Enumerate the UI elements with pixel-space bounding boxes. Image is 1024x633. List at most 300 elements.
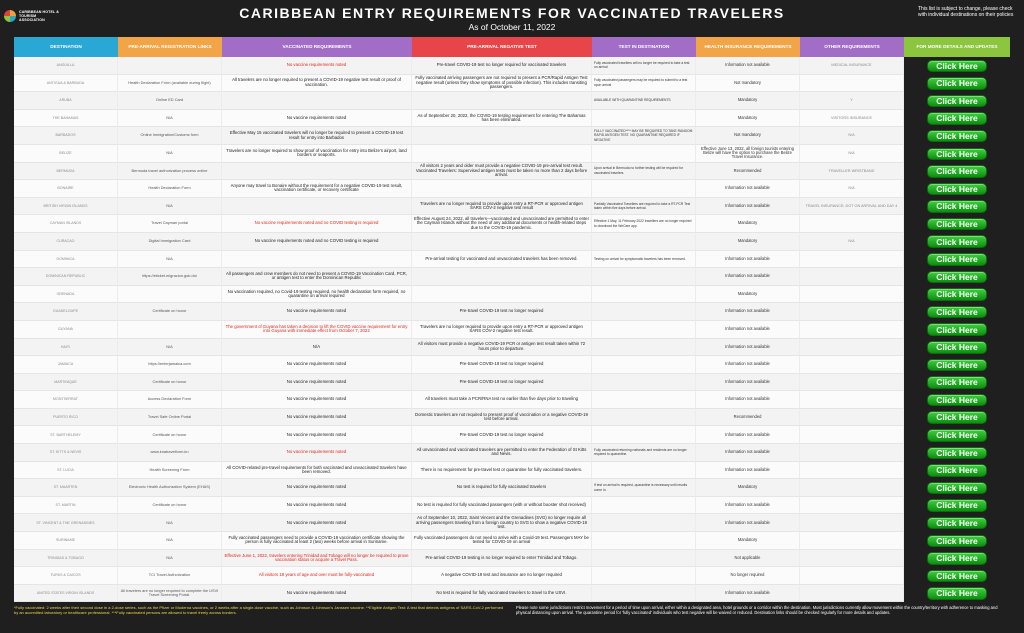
table-row [14, 303, 1010, 321]
cell-destination: ST. VINCENT & THE GRENADINES [14, 514, 118, 532]
cell-destination: ST. MARTIN [14, 497, 118, 515]
cell-negative-test [412, 268, 592, 286]
table-row [14, 145, 1010, 163]
cell-negative-test: All unvaccinated and vaccinated travelers are permitted to enter the Federation of St Kitts and Nevis. [412, 444, 592, 462]
cell-negative-test: No test is required for fully vaccinated travelers to travel to the USVI. [412, 585, 592, 603]
cell-test-in-destination [592, 514, 696, 532]
cell-negative-test: Travelers are no longer required to provide upon entry a RT-PCR or approved antigen SARS COV-2 negative test result. [412, 321, 592, 339]
cell-destination: THE BAHAMAS [14, 110, 118, 128]
cell-vaccinated: No vaccine requirements noted [222, 57, 412, 75]
cell-other: N/A [800, 127, 904, 145]
cell-other [800, 251, 904, 269]
table-row [14, 268, 1010, 286]
cell-health-insurance: Information not available [696, 198, 800, 216]
header-negative-test: PRE-ARRIVAL NEGATIVE TEST [412, 37, 592, 57]
cell-registration[interactable]: Online Immigration/Customs form [118, 127, 222, 145]
cell-other [800, 303, 904, 321]
cell-details [904, 110, 1010, 128]
click-here-button[interactable]: Click Here [927, 587, 987, 600]
cell-other [800, 444, 904, 462]
cell-health-insurance: Recommended [696, 409, 800, 427]
cell-health-insurance: Information not available [696, 497, 800, 515]
cell-destination: BELIZE [14, 145, 118, 163]
requirements-table [14, 37, 1010, 602]
cell-other [800, 215, 904, 233]
cell-destination: ARUBA [14, 92, 118, 110]
cell-registration[interactable]: https://enterjamaica.com [118, 356, 222, 374]
cell-other: Y [800, 92, 904, 110]
cell-registration[interactable]: N/A [118, 339, 222, 357]
table-row [14, 585, 1010, 603]
cell-registration[interactable]: Bermuda travel authorization process online [118, 163, 222, 181]
cell-details [904, 92, 1010, 110]
cell-vaccinated: All COVID-related pre-travel requirements for both vaccinated and unvaccinated travelers have been removed. [222, 462, 412, 480]
table-row [14, 391, 1010, 409]
cell-negative-test [412, 180, 592, 198]
cell-other [800, 585, 904, 603]
cell-test-in-destination: Partially Vaccinated Travellers are required to take a RT-PCR Test taken within five days before arrival. [592, 198, 696, 216]
cell-negative-test [412, 127, 592, 145]
table-row [14, 444, 1010, 462]
cell-destination: ST. BARTHELEMY [14, 426, 118, 444]
cell-vaccinated: No vaccine requirements noted [222, 497, 412, 515]
cell-registration[interactable]: Certificate on honor [118, 426, 222, 444]
cell-details [904, 550, 1010, 568]
cell-other [800, 532, 904, 550]
cell-test-in-destination: Effective 1 May, 11 February 2022 travellers are no longer required to download the WeCare app. [592, 215, 696, 233]
cell-test-in-destination [592, 339, 696, 357]
cell-destination: BERMUDA [14, 163, 118, 181]
cell-other [800, 426, 904, 444]
cell-registration[interactable]: Health Declaration Form (available during flight) [118, 75, 222, 93]
cell-destination: GUYANA [14, 321, 118, 339]
table-row [14, 286, 1010, 304]
table-row [14, 356, 1010, 374]
click-here-button[interactable]: Click Here [927, 394, 987, 407]
cell-registration[interactable]: Health Screening Form [118, 462, 222, 480]
click-here-button[interactable]: Click Here [927, 95, 987, 108]
cell-other [800, 356, 904, 374]
cell-health-insurance: Mandatory [696, 233, 800, 251]
table-row [14, 215, 1010, 233]
table-row [14, 514, 1010, 532]
cell-vaccinated: No vaccine requirements noted [222, 356, 412, 374]
cell-vaccinated: All visitors 18 years of age and over must be fully-vaccinated [222, 567, 412, 585]
cell-test-in-destination [592, 374, 696, 392]
cell-vaccinated: Travelers are no longer required to show proof of vaccination for entry into Belize's airport, land borders or seaports. [222, 145, 412, 163]
cell-vaccinated: Effective June 1, 2022, travelers entering Trinidad and Tobago will no longer be required to prove vaccination status or acquire a Travel Pass. [222, 550, 412, 568]
header-health-insurance: HEALTH INSURANCE REQUIREMENTS [696, 37, 800, 57]
click-here-button[interactable]: Click Here [927, 148, 987, 161]
cell-negative-test: No test is required for fully vaccinated travelers [412, 479, 592, 497]
cell-health-insurance: Mandatory [696, 92, 800, 110]
table-row [14, 233, 1010, 251]
click-here-button[interactable]: Click Here [927, 253, 987, 266]
cell-registration[interactable]: N/A [118, 251, 222, 269]
cell-details [904, 251, 1010, 269]
cell-other [800, 497, 904, 515]
cell-destination: MARTINIQUE [14, 374, 118, 392]
cell-health-insurance: Information not available [696, 444, 800, 462]
cell-test-in-destination [592, 110, 696, 128]
cell-destination: SURINAME [14, 532, 118, 550]
cell-health-insurance: Information not available [696, 585, 800, 603]
cell-negative-test: No test is required for fully vaccinated passengers (with or without booster shot received) [412, 497, 592, 515]
cell-registration[interactable]: N/A [118, 198, 222, 216]
cell-vaccinated: No vaccine requirements noted and no COVID testing is required [222, 215, 412, 233]
disclaimer-note: This list is subject to change, please check with individual destinations on their policies [918, 6, 1014, 18]
table-row [14, 321, 1010, 339]
cell-test-in-destination [592, 356, 696, 374]
cell-vaccinated: Fully vaccinated passengers need to provide a COVID-19 vaccination certificate showing the person is fully vaccinated at least 2 (two) weeks before arrival in Suriname. [222, 532, 412, 550]
cell-destination: BONAIRE [14, 180, 118, 198]
click-here-button[interactable]: Click Here [927, 411, 987, 424]
cell-health-insurance: Mandatory [696, 110, 800, 128]
table-row [14, 251, 1010, 269]
cell-other [800, 514, 904, 532]
cell-other [800, 462, 904, 480]
cell-health-insurance: Information not available [696, 57, 800, 75]
table-row [14, 57, 1010, 75]
cell-other: TRAVELLER WRISTBAND [800, 163, 904, 181]
cell-registration[interactable]: N/A [118, 110, 222, 128]
cell-test-in-destination [592, 321, 696, 339]
cell-registration[interactable]: Access Declaration Form [118, 391, 222, 409]
table-header [14, 37, 1010, 57]
cell-destination: UNITED STATES VIRGIN ISLANDS [14, 585, 118, 603]
cell-registration[interactable]: N/A [118, 145, 222, 163]
cell-health-insurance: Information not available [696, 321, 800, 339]
cell-negative-test: All visitors must provide a negative COVID-19 PCR or antigen test result taken within 72 hours prior to departure. [412, 339, 592, 357]
cell-details [904, 409, 1010, 427]
cell-vaccinated: No vaccine requirements noted [222, 514, 412, 532]
cell-registration[interactable]: N/A [118, 532, 222, 550]
click-here-button[interactable]: Click Here [927, 376, 987, 389]
header-registration: PRE-ARRIVAL REGISTRATION LINKS [118, 37, 222, 57]
click-here-button[interactable]: Click Here [927, 288, 987, 301]
cell-details [904, 532, 1010, 550]
cell-details [904, 303, 1010, 321]
cell-health-insurance: Information not available [696, 356, 800, 374]
cell-details [904, 57, 1010, 75]
table-row [14, 497, 1010, 515]
cell-other: N/A [800, 233, 904, 251]
cell-other: VISITORS INSURANCE [800, 110, 904, 128]
header-test-in-destination: TEST IN DESTINATION [592, 37, 696, 57]
cell-registration[interactable]: Online ED Card [118, 92, 222, 110]
cell-registration[interactable]: All travelers are no longer required to complete the USVI Travel Screening Portal. [118, 585, 222, 603]
header-destination: DESTINATION [14, 37, 118, 57]
cell-vaccinated: No vaccine requirements noted [222, 479, 412, 497]
cell-details [904, 444, 1010, 462]
cell-negative-test: Effective August 24, 2022, all travelers—vaccinated and unvaccinated are permitted to enter the Cayman Islands without the need of any additional documents or health-related steps due to the COVID-19 pandemic. [412, 215, 592, 233]
cell-destination: ANGUILLA [14, 57, 118, 75]
cell-details [904, 233, 1010, 251]
cell-negative-test: Pre-arrival COVID-19 testing is no longer required to enter Trinidad and Tobago. [412, 550, 592, 568]
cell-test-in-destination: FULLY VACCINATED**** MAY BE REQUIRED TO TAKE RANDOM RAPID ANTIGEN TEST. NO QUARANTINE REQUIRED IF NEGATIVE [592, 127, 696, 145]
click-here-button[interactable]: Click Here [927, 359, 987, 372]
cell-destination: ST. LUCIA [14, 462, 118, 480]
cell-registration [118, 286, 222, 304]
cell-destination: HAITI [14, 339, 118, 357]
cell-details [904, 479, 1010, 497]
cell-test-in-destination: Fully vaccinated passengers may be required to submit to a test upon arrival [592, 75, 696, 93]
cell-health-insurance: Mandatory [696, 286, 800, 304]
click-here-button[interactable]: Click Here [927, 112, 987, 125]
cell-health-insurance: Information not available [696, 462, 800, 480]
cell-details [904, 75, 1010, 93]
cell-health-insurance: Not mandatory [696, 75, 800, 93]
cell-negative-test: As of September 20, 2022, the COVID-19 testing requirement for entering The Bahamas has been eliminated. [412, 110, 592, 128]
table-row [14, 532, 1010, 550]
click-here-button[interactable]: Click Here [927, 130, 987, 143]
click-here-button[interactable]: Click Here [927, 183, 987, 196]
cell-other: N/A [800, 145, 904, 163]
cell-other: TRAVEL INSURANCE; DOT ON ARRIVAL AND DAY 4 [800, 198, 904, 216]
cell-other [800, 75, 904, 93]
cell-destination: BARBADOS [14, 127, 118, 145]
cell-negative-test: Fully vaccinated arriving passengers are not required to present a PCR/Rapid Antigen Test negative result (unless they show symptoms of possible infection). This includes transiting passengers. [412, 75, 592, 93]
click-here-button[interactable]: Click Here [927, 552, 987, 565]
cell-other [800, 321, 904, 339]
cell-health-insurance: Information not available [696, 268, 800, 286]
cell-vaccinated: Effective May 15 vaccinated travelers will no longer be required to present a COVID-19 test result for entry into Barbados [222, 127, 412, 145]
cell-health-insurance: Mandatory [696, 532, 800, 550]
cell-vaccinated: No vaccination required, no Covid-19 testing required, no health declaration form required, no quarantine on arrival required [222, 286, 412, 304]
cell-registration[interactable]: Travel Cayman portal [118, 215, 222, 233]
cell-destination: GUADELOUPE [14, 303, 118, 321]
cell-test-in-destination [592, 462, 696, 480]
cell-registration[interactable]: TCI Travel Authorization [118, 567, 222, 585]
cell-registration[interactable]: N/A [118, 550, 222, 568]
click-here-button[interactable]: Click Here [927, 517, 987, 530]
cell-registration [118, 321, 222, 339]
cell-details [904, 163, 1010, 181]
cell-vaccinated: The government of Guyana has taken a decision to lift the COVID vaccine requirement for entry into Guyana with immediate effect from October 7, 2022 [222, 321, 412, 339]
cell-negative-test [412, 145, 592, 163]
cell-test-in-destination [592, 180, 696, 198]
cell-details [904, 339, 1010, 357]
cell-details [904, 145, 1010, 163]
cell-destination: TRINIDAD & TOBAGO [14, 550, 118, 568]
cell-destination: GRENADA [14, 286, 118, 304]
click-here-button[interactable]: Click Here [927, 429, 987, 442]
cell-health-insurance: Information not available [696, 391, 800, 409]
cell-test-in-destination [592, 426, 696, 444]
table-row [14, 462, 1010, 480]
cell-test-in-destination [592, 268, 696, 286]
cell-other [800, 339, 904, 357]
cell-vaccinated [222, 92, 412, 110]
cell-destination: DOMINICAN REPUBLIC [14, 268, 118, 286]
cell-test-in-destination: Fully vaccinated returning nationals and residents are no longer required to quarantine. [592, 444, 696, 462]
cell-negative-test: Domestic travelers are not required to present proof of vaccination or a negative COVID-19 test before arrival. [412, 409, 592, 427]
cell-details [904, 356, 1010, 374]
cell-vaccinated: No vaccine requirements noted [222, 444, 412, 462]
page-subtitle: As of October 11, 2022 [468, 22, 556, 32]
cell-details [904, 321, 1010, 339]
table-row [14, 374, 1010, 392]
footer [14, 605, 1010, 631]
cell-test-in-destination [592, 409, 696, 427]
cell-vaccinated: All passengers and crew members do not need to present a COVID-19 Vaccination Card, PCR, or antigen test to enter the Dominican Republic [222, 268, 412, 286]
cell-vaccinated: No vaccine requirements noted [222, 426, 412, 444]
cell-registration[interactable]: Certificate on honor [118, 374, 222, 392]
table-row [14, 163, 1010, 181]
cell-registration[interactable]: Digital Immigration Card [118, 233, 222, 251]
top-bar [0, 0, 1024, 36]
cell-health-insurance: Not applicable [696, 550, 800, 568]
cell-details [904, 268, 1010, 286]
cell-negative-test: Pre-travel COVID-19 test no longer required [412, 426, 592, 444]
cell-vaccinated: N/A [222, 339, 412, 357]
cell-details [904, 374, 1010, 392]
click-here-button[interactable]: Click Here [927, 323, 987, 336]
cell-registration[interactable]: Health Declaration Form [118, 180, 222, 198]
cell-negative-test: There is no requirement for pre-travel test or quarantine for fully vaccinated travelers. [412, 462, 592, 480]
cell-registration [118, 57, 222, 75]
cell-registration[interactable]: www.knatravelform.kn [118, 444, 222, 462]
cell-negative-test [412, 286, 592, 304]
cell-registration[interactable]: https://eticket.migracion.gob.do/ [118, 268, 222, 286]
cell-destination: BRITISH VIRGIN ISLANDS [14, 198, 118, 216]
click-here-button[interactable]: Click Here [927, 60, 987, 73]
cell-vaccinated: All travelers are no longer required to present a COVID-19 negative test result or proof of vaccination. [222, 75, 412, 93]
cell-health-insurance: No longer required [696, 567, 800, 585]
cell-other [800, 286, 904, 304]
click-here-button[interactable]: Click Here [927, 535, 987, 548]
cell-other [800, 268, 904, 286]
footer-disclaimer: Please note some jurisdictions restrict movement for a period of time upon arrival, either within a designated area, hotel grounds or a corridor within the destination. Most jurisdictions currently allow movement within the country/territory with adherence to masking and physical distancing upon arrival. The quarantine period for 'fully vaccinated' individuals who test negative will be waived or reduced. Destination links should be checked regularly for more details and updates. [516, 605, 998, 615]
cell-test-in-destination [592, 497, 696, 515]
cell-destination: ANTIGUA & BARBUDA [14, 75, 118, 93]
cell-health-insurance: Information not available [696, 374, 800, 392]
cell-health-insurance: Information not available [696, 426, 800, 444]
table-row [14, 110, 1010, 128]
cell-negative-test: Travelers are no longer required to provide upon entry a RT-PCR or approved antigen SARS COV-2 negative test result [412, 198, 592, 216]
cell-details [904, 514, 1010, 532]
cell-other [800, 567, 904, 585]
cell-details [904, 426, 1010, 444]
click-here-button[interactable]: Click Here [927, 218, 987, 231]
cell-test-in-destination [592, 532, 696, 550]
cell-test-in-destination [592, 303, 696, 321]
cell-vaccinated: No vaccine requirements noted [222, 303, 412, 321]
table-row [14, 180, 1010, 198]
cell-vaccinated: Anyone may travel to Bonaire without the requirement for a negative COVID-19 test result, vaccination certificate, or recovery certificate [222, 180, 412, 198]
cell-details [904, 391, 1010, 409]
header-other: OTHER REQUIREMENTS [800, 37, 904, 57]
click-here-button[interactable]: Click Here [927, 271, 987, 284]
cell-details [904, 198, 1010, 216]
table-row [14, 426, 1010, 444]
cell-health-insurance: Not mandatory [696, 127, 800, 145]
click-here-button[interactable]: Click Here [927, 482, 987, 495]
cell-destination: DOMINICA [14, 251, 118, 269]
click-here-button[interactable]: Click Here [927, 499, 987, 512]
cell-details [904, 497, 1010, 515]
cell-test-in-destination [592, 391, 696, 409]
table-row [14, 75, 1010, 93]
cell-negative-test: Pre-travel COVID-19 test no longer required [412, 303, 592, 321]
cell-test-in-destination: Fully vaccinated travellers will no longer be required to take a test on arrival [592, 57, 696, 75]
cell-negative-test [412, 92, 592, 110]
cell-negative-test: All travelers must take a PCR/RNA test no earlier than five days prior to traveling [412, 391, 592, 409]
click-here-button[interactable]: Click Here [927, 570, 987, 583]
cell-vaccinated: No vaccine requirements noted and no COVID testing is required [222, 233, 412, 251]
table-row [14, 198, 1010, 216]
click-here-button[interactable]: Click Here [927, 235, 987, 248]
cell-health-insurance: Information not available [696, 180, 800, 198]
cell-destination: PUERTO RICO [14, 409, 118, 427]
cell-negative-test [412, 233, 592, 251]
header-vaccinated: VACCINATED REQUIREMENTS [222, 37, 412, 57]
cell-test-in-destination: Upon arrival in Bermuda no further testing will be required for vaccinated travelers. [592, 163, 696, 181]
cell-details [904, 215, 1010, 233]
table-row [14, 567, 1010, 585]
cell-other: MEDICAL INSURANCE [800, 57, 904, 75]
cell-health-insurance: Recommended [696, 163, 800, 181]
click-here-button[interactable]: Click Here [927, 200, 987, 213]
cell-other [800, 550, 904, 568]
cell-negative-test: Pre-travel COVID-19 test no longer required [412, 356, 592, 374]
cell-test-in-destination [592, 567, 696, 585]
cell-vaccinated [222, 163, 412, 181]
cell-details [904, 127, 1010, 145]
cell-vaccinated [222, 198, 412, 216]
click-here-button[interactable]: Click Here [927, 165, 987, 178]
cell-destination: MONTSERRAT [14, 391, 118, 409]
cell-test-in-destination [592, 233, 696, 251]
click-here-button[interactable]: Click Here [927, 341, 987, 354]
cell-test-in-destination: If test on arrival is required, quarantine is necessary until results come in. [592, 479, 696, 497]
cell-negative-test: Fully vaccinated passengers do not need to arrive with a Covid-19 test. Passengers MAY be tested for COVID-19 on arrival [412, 532, 592, 550]
cell-registration[interactable]: Certificate on honor [118, 497, 222, 515]
click-here-button[interactable]: Click Here [927, 77, 987, 90]
cell-test-in-destination [592, 585, 696, 603]
cell-registration[interactable]: Travel Safe Online Portal [118, 409, 222, 427]
click-here-button[interactable]: Click Here [927, 306, 987, 319]
cell-registration[interactable]: Certificate on honor [118, 303, 222, 321]
cell-details [904, 286, 1010, 304]
cell-health-insurance: Mandatory [696, 215, 800, 233]
cell-details [904, 585, 1010, 603]
cell-destination: ST. MAARTEN [14, 479, 118, 497]
cell-destination: ST. KITTS & NEVIS [14, 444, 118, 462]
cell-other [800, 391, 904, 409]
cell-destination: TURKS & CAICOS [14, 567, 118, 585]
cell-health-insurance: Effective June 13, 2022, all foreign tourists entering Belize will have the option to purchase the Belize Travel Insurance. [696, 145, 800, 163]
table-row [14, 479, 1010, 497]
table-row [14, 127, 1010, 145]
cell-health-insurance: Information not available [696, 251, 800, 269]
cell-health-insurance: Information not available [696, 303, 800, 321]
cell-registration[interactable]: N/A [118, 514, 222, 532]
cell-vaccinated: No vaccine requirements noted [222, 409, 412, 427]
cell-negative-test: Pre-arrival testing for vaccinated and unvaccinated travelers has been removed. [412, 251, 592, 269]
cell-test-in-destination: AVAILABLE WITH QUARANTINE REQUIREMENTS [592, 92, 696, 110]
cell-negative-test: Pre-travel COVID-19 test no longer required for vaccinated travelers [412, 57, 592, 75]
table-row [14, 409, 1010, 427]
cell-test-in-destination: Testing on arrival for symptomatic travelers has been removed. [592, 251, 696, 269]
click-here-button[interactable]: Click Here [927, 464, 987, 477]
click-here-button[interactable]: Click Here [927, 447, 987, 460]
cell-destination: CURACAO [14, 233, 118, 251]
cell-vaccinated: No vaccine requirements noted [222, 110, 412, 128]
cell-negative-test: A negative COVID-19 test and insurance are no longer required [412, 567, 592, 585]
cell-registration[interactable]: Electronic Health Authorization System (EHAS) [118, 479, 222, 497]
cell-vaccinated: No vaccine requirements noted [222, 391, 412, 409]
